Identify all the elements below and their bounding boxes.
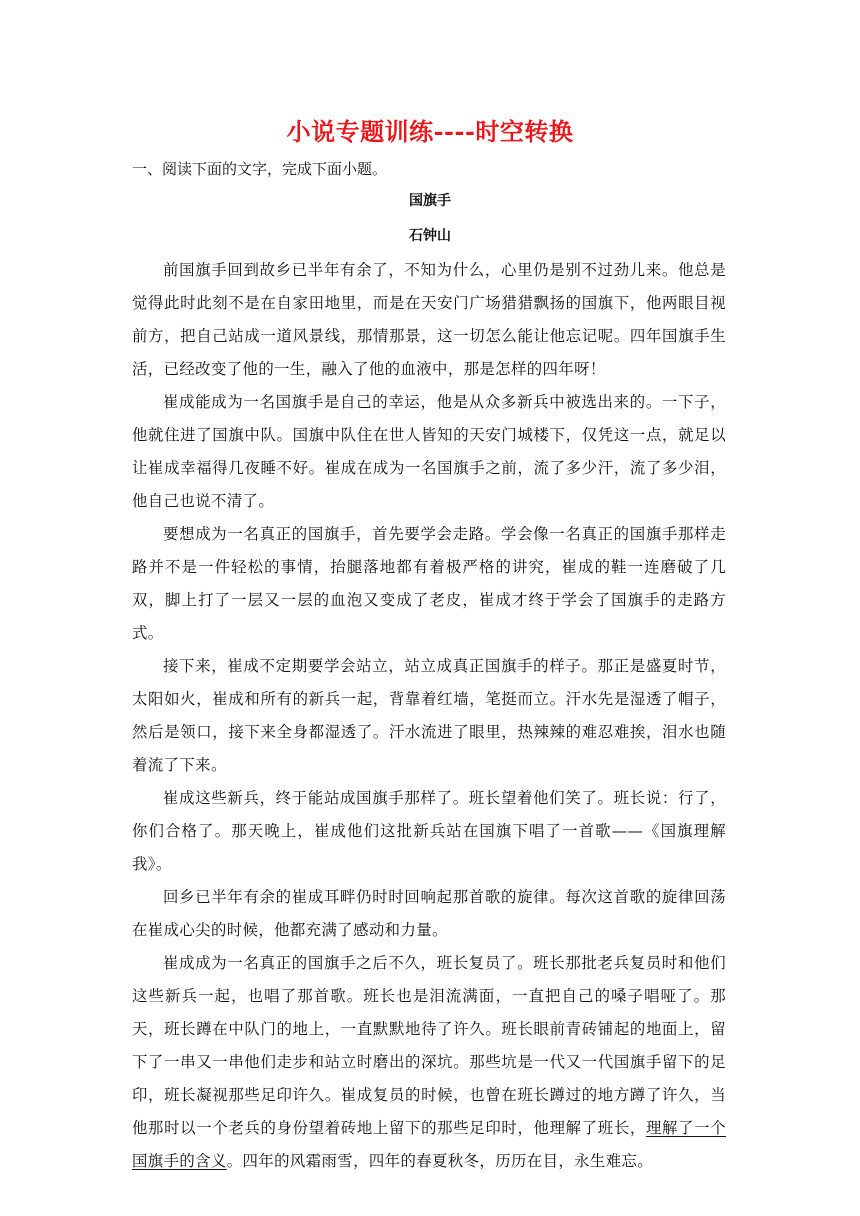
underlined-phrase: 理解了一个国旗手的含义 bbox=[132, 1119, 726, 1170]
paragraph-text: 崔成成为一名真正的国旗手之后不久，班长复员了。班长那批老兵复员时和他们这些新兵一起，也唱了那首歌。班长也是泪流满面，一直把自己的嗓子唱哑了。那天，班长蹲在中队门的地上，一直默默地待了许久。班长眼前青砖铺起的地面上，留下了一串又一串他们走步和站立时磨出的深坑。那些坑是一代又一代国旗手留下的足印，班长凝视那些足印许久。崔成复员的时候，也曾在班长蹲过的地方蹲了许久，当他那时以一个老兵的身份望着砖地上留下的那些足印时，他理解了班长， bbox=[132, 954, 726, 1137]
paragraph: 崔成能成为一名国旗手是自己的幸运，他是从众多新兵中被选出来的。一下子，他就住进了国旗中队。国旗中队住在世人皆知的天安门城楼下，仅凭这一点，就足以让崔成幸福得几夜睡不好。崔成在成为一名国旗手之前，流了多少汗，流了多少泪，他自己也说不清了。 bbox=[132, 393, 726, 510]
story-body bbox=[132, 254, 726, 1178]
paragraph: 接下来，崔成不定期要学会站立，站立成真正国旗手的样子。那正是盛夏时节，太阳如火，崔成和所有的新兵一起，背靠着红墙，笔挺而立。汗水先是湿透了帽子，然后是领口，接下来全身都湿透了。汗水流进了眼里，热辣辣的难忍难挨，泪水也随着流了下来。 bbox=[132, 657, 726, 774]
paragraph: 要想成为一名真正的国旗手，首先要学会走路。学会像一名真正的国旗手那样走路并不是一件轻松的事情，抬腿落地都有着极严格的讲究，崔成的鞋一连磨破了几双，脚上打了一层又一层的血泡又变成了老皮，崔成才终于学会了国旗手的走路方式。 bbox=[132, 525, 726, 642]
paragraph-last bbox=[132, 947, 726, 1178]
document-title: 小说专题训练----时空转换 bbox=[286, 117, 574, 146]
story-author: 石钟山 bbox=[409, 228, 451, 244]
paragraph: 前国旗手回到故乡已半年有余了，不知为什么，心里仍是别不过劲儿来。他总是觉得此时此刻不是在自家田地里，而是在天安门广场猎猎飘扬的国旗下，他两眼目视前方，把自己站成一道风景线，那情那景，这一切怎么能让他忘记呢。四年国旗手生活，已经改变了他的一生，融入了他的血液中，那是怎样的四年呀！ bbox=[132, 261, 726, 378]
question-instruction: 一、阅读下面的文字，完成下面小题。 bbox=[132, 160, 388, 178]
paragraph-text: 。四年的风霜雨雪，四年的春夏秋冬，历历在目，永生难忘。 bbox=[226, 1152, 654, 1170]
paragraph: 崔成这些新兵，终于能站成国旗手那样了。班长望着他们笑了。班长说：行了，你们合格了。那天晚上，崔成他们这批新兵站在国旗下唱了一首歌——《国旗理解我》。 bbox=[132, 789, 726, 873]
story-title: 国旗手 bbox=[409, 193, 451, 209]
paragraph: 回乡已半年有余的崔成耳畔仍时时回响起那首歌的旋律。每次这首歌的旋律回荡在崔成心尖的时候，他都充满了感动和力量。 bbox=[132, 888, 726, 939]
